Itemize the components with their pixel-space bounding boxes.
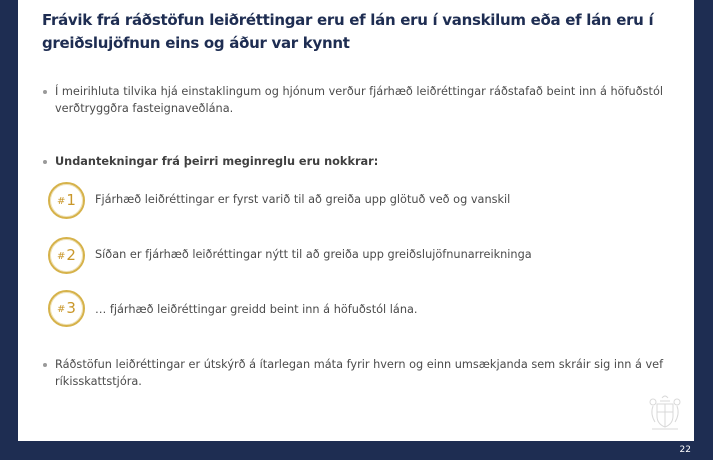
numbered-text-2: Síðan er fjárhæð leiðréttingar nýtt til að greiða upp greiðslujöfnunarreikninga (95, 248, 532, 261)
bullet-dot (43, 90, 47, 94)
slide (18, 0, 694, 441)
badge-number: 1 (66, 191, 76, 209)
numbered-text-3: … fjárhæð leiðréttingar greidd beint inn á höfuðstól lána. (95, 303, 418, 316)
number-badge-2 (48, 237, 85, 274)
numbered-text-1: Fjárhæð leiðréttingar er fyrst varið til að greiða upp glötuð veð og vanskil (95, 193, 511, 206)
number-badge-1 (48, 182, 85, 219)
number-badge-3 (48, 290, 85, 327)
badge-hash: # (57, 304, 66, 315)
bullet-text-3: Ráðstöfun leiðréttingar er útskýrð á ítarlegan máta fyrir hvern og einn umsækjanda sem skráir sig inn á vef ríkisskattstjóra. (55, 358, 664, 388)
badge-hash: # (57, 251, 66, 262)
page-number: 22 (679, 445, 691, 455)
badge-hash: # (57, 196, 66, 207)
badge-number: 2 (66, 246, 76, 264)
slide-title: Frávik frá ráðstöfun leiðréttingar eru ef lán eru í vanskilum eða ef lán eru í greiðslujöfnun eins og áður var kynnt (42, 11, 654, 52)
coat-of-arms-icon (648, 392, 682, 432)
badge-number: 3 (66, 299, 76, 317)
bullet-text-1: Í meirihluta tilvika hjá einstaklingum og hjónum verður fjárhæð leiðréttingar ráðstafað beint inn á höfuðstól verðtryggðra fasteignaveðlána. (55, 85, 663, 115)
bullet-dot (43, 363, 47, 367)
bullet-text-2: Undantekningar frá þeirri meginreglu eru nokkrar: (55, 155, 379, 168)
bullet-dot (43, 160, 47, 164)
